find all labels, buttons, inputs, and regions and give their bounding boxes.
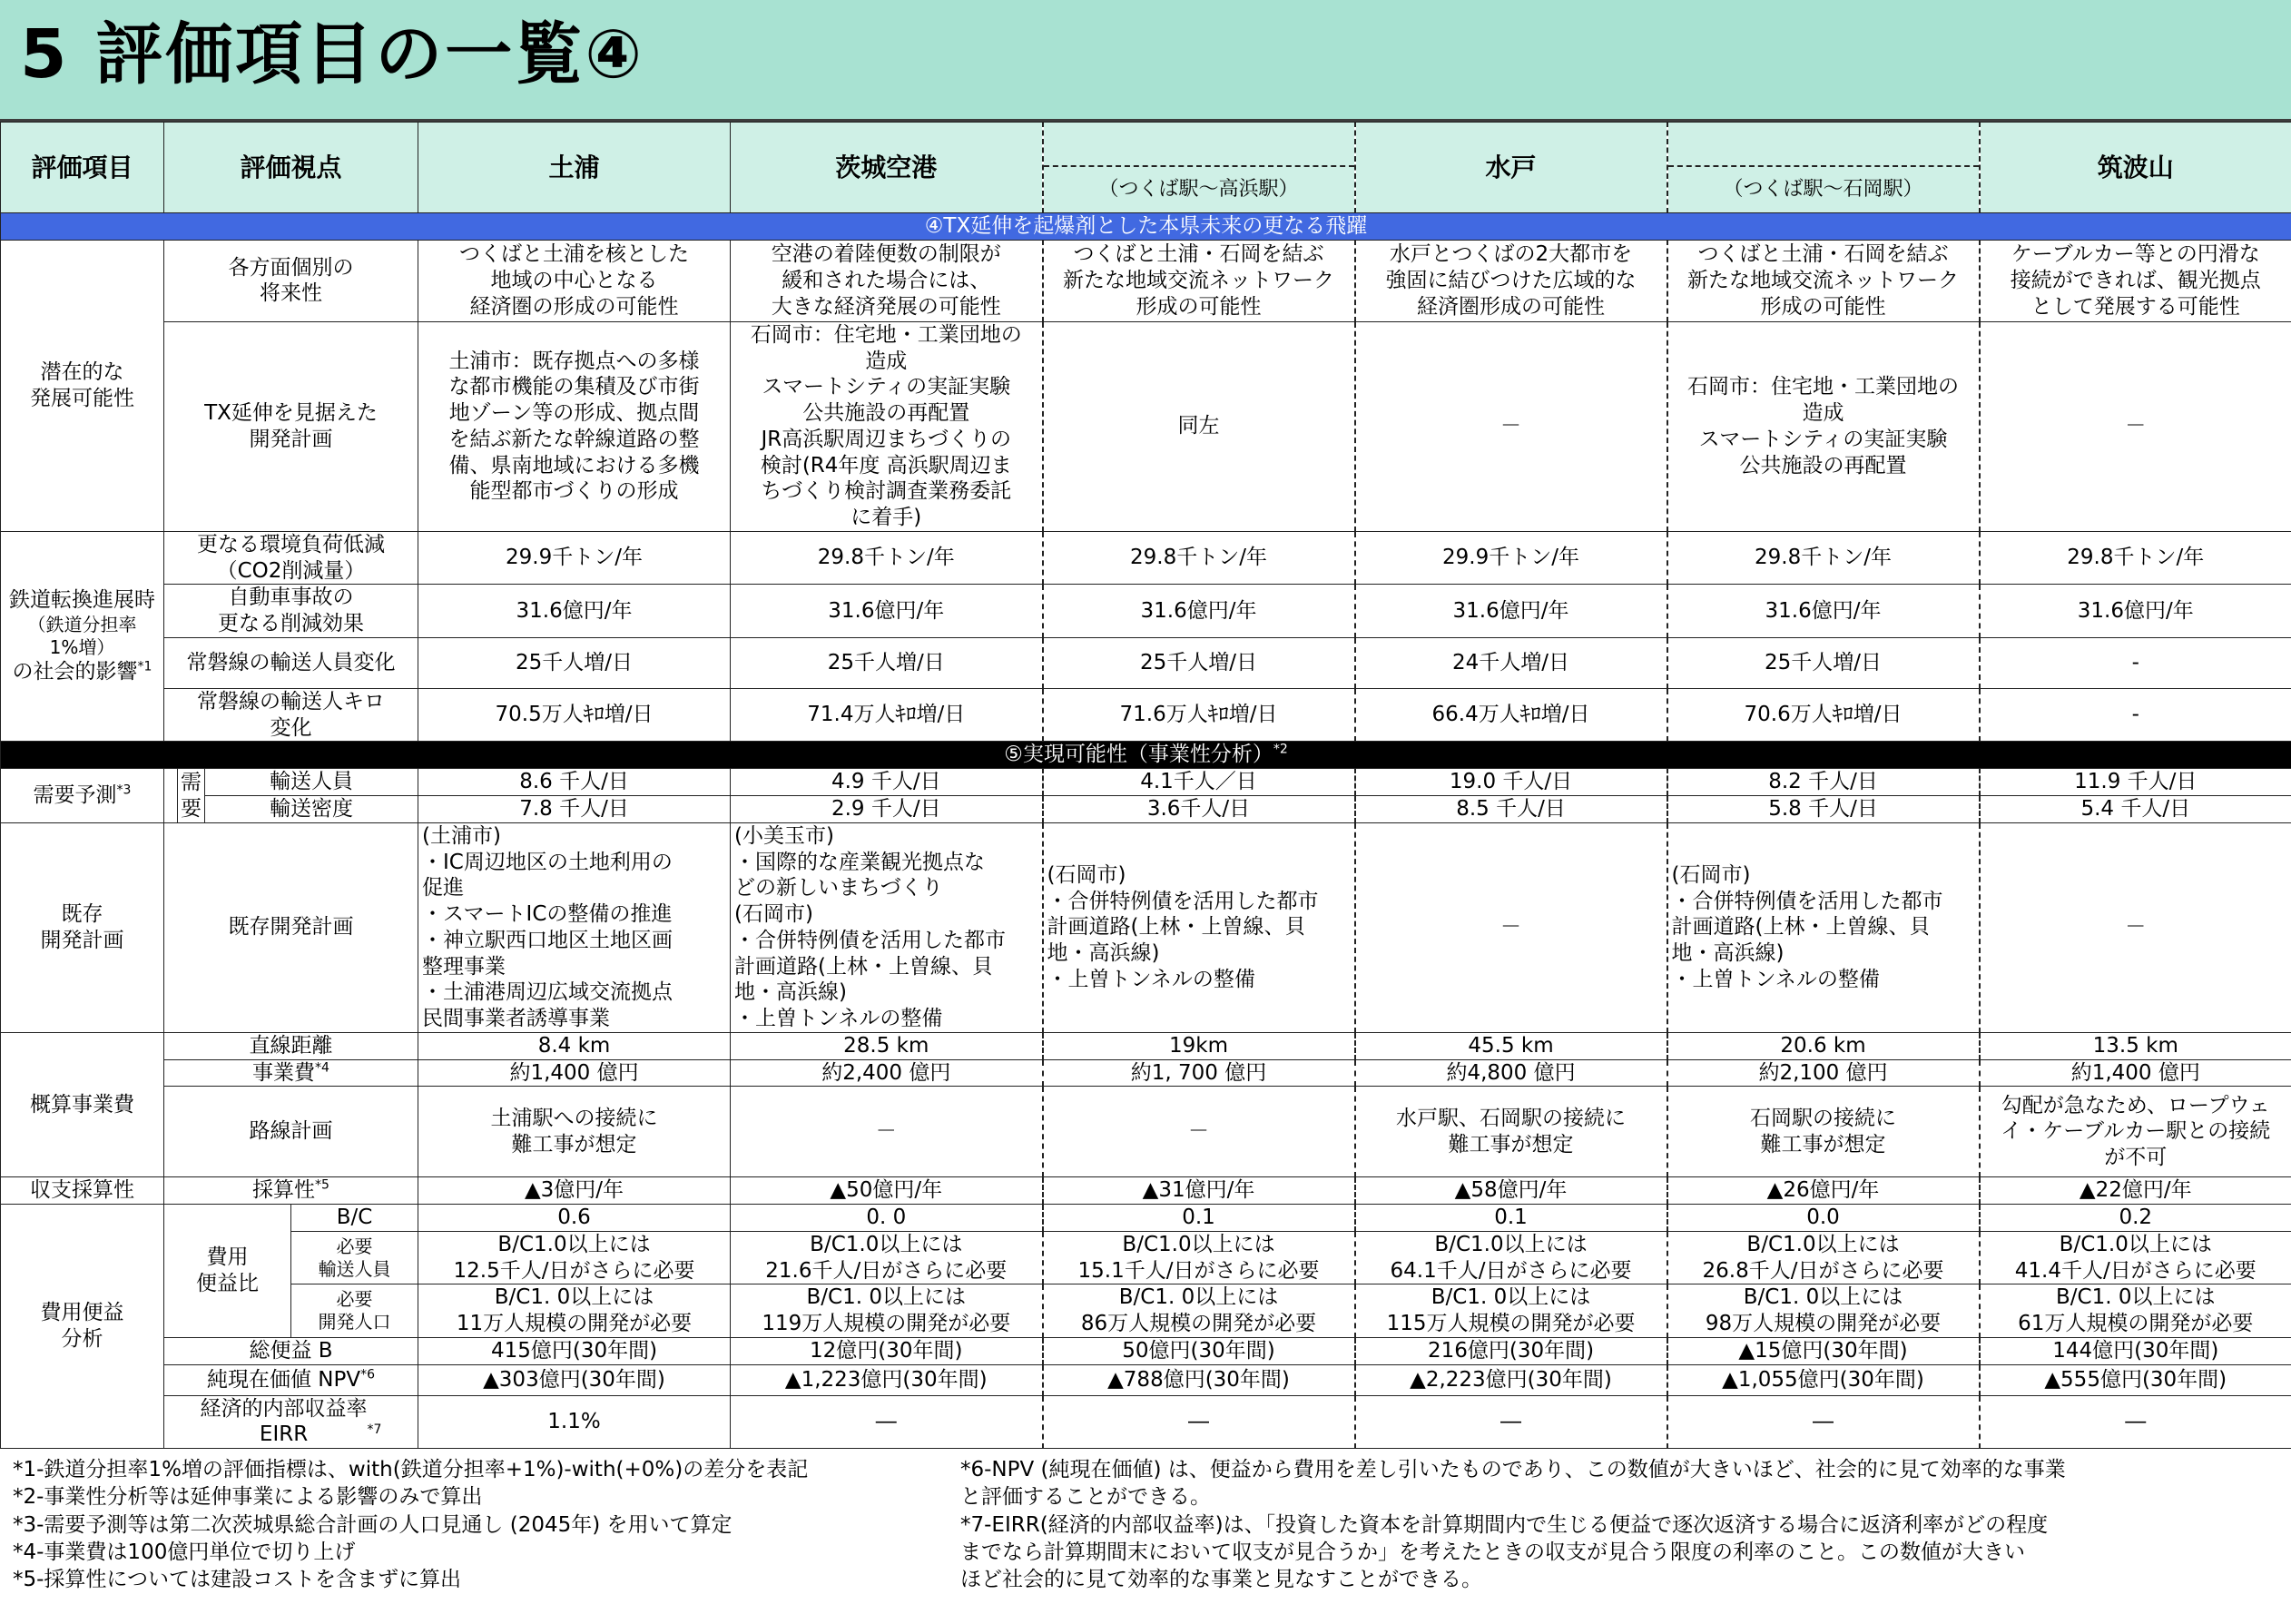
bc-r5-label-text: 純現在価値 NPV (206, 1367, 361, 1392)
table-cell: (石岡市) ・合併特例債を活用した都市 計画道路(上林・上曽線、貝 地・高浜線) ・上曽トンネルの整備 (1043, 822, 1355, 1032)
table-cell: 土浦市：既存拠点への多様 な都市機能の集積及び市街 地ゾーン等の形成、拠点間 を結ぶ新たな幹線道路の整 備、県南地域における多機 能型都市づくりの形成 (418, 321, 731, 531)
table-cell: ▲1,223億円(30年間) (731, 1364, 1043, 1395)
evaluation-table (0, 122, 2291, 1449)
table-cell: 約2,100 億円 (1667, 1059, 1980, 1087)
table-row (1, 531, 2291, 585)
table-cell: ― (1667, 1395, 1980, 1449)
table-cell: 29.9千トン/年 (418, 531, 731, 585)
table-cell: 石岡駅の接続に 難工事が想定 (1667, 1087, 1980, 1177)
table-cell: (石岡市) ・合併特例債を活用した都市 計画道路(上林・上曽線、貝 地・高浜線) ・上曽トンネルの整備 (1667, 822, 1980, 1032)
footnotes-left: *1-鉄道分担率1%増の評価指標は、with(鉄道分担率+1%)-with(+0%)の差分を表記 *2-事業性分析等は延伸事業による影響のみで算出 *3-需要予測等は第二次茨城県総合計画の人口見通し (2045年) を用いて算定 *4-事業費は100億円単位で切り上げ *5-採算性については建設コストを含まずに算出 (13, 1458, 809, 1592)
header-col-ibaraki-airport: 茨城空港 (731, 123, 1043, 213)
table-cell: － (1355, 822, 1667, 1032)
profit-r1-label (164, 1177, 418, 1205)
table-row (1, 1177, 2291, 1205)
table-cell: 71.4万人ｷﾛ増/日 (731, 688, 1043, 742)
table-row (1, 585, 2291, 638)
table-cell: 19.0 千人/日 (1355, 769, 1667, 796)
table-cell: 土浦駅への接続に 難工事が想定 (418, 1087, 731, 1177)
table-cell: 29.8千トン/年 (1980, 531, 2291, 585)
table-cell: 45.5 km (1355, 1032, 1667, 1059)
demand-label (1, 769, 164, 823)
table-row (1, 1205, 2291, 1232)
table-cell: 415億円(30年間) (418, 1337, 731, 1364)
profit-label: 収支採算性 (1, 1177, 164, 1205)
table-cell: つくばと土浦を核とした 地域の中心となる 経済圏の形成の可能性 (418, 240, 731, 321)
table-cell: つくばと土浦・石岡を結ぶ 新たな地域交流ネットワーク 形成の可能性 (1043, 240, 1355, 321)
potential-label: 潜在的な 発展可能性 (1, 240, 164, 531)
table-cell: ▲58億円/年 (1355, 1177, 1667, 1205)
section4-header (1, 213, 2291, 241)
demand-r2-label: 輸送密度 (205, 796, 418, 823)
table-cell: 石岡市：住宅地・工業団地の 造成 スマートシティの実証実験 公共施設の再配置 JR高浜駅周辺まちづくりの 検討(R4年度 高浜駅周辺ま ちづくり検討調査業務委託 に着手) (731, 321, 1043, 531)
table-row (1, 637, 2291, 688)
table-cell: 25千人増/日 (1043, 637, 1355, 688)
bc-r6-label-text: 経済的内部収益率 EIRR (200, 1396, 368, 1447)
table-cell: 7.8 千人/日 (418, 796, 731, 823)
profit-r1-label-text: 採算性 (252, 1178, 316, 1203)
existing-sublabel: 既存開発計画 (164, 822, 418, 1032)
potential-r1-label: 各方面個別の 将来性 (164, 240, 418, 321)
header-col-takahama (1043, 123, 1355, 213)
table-cell: ― (1980, 1395, 2291, 1449)
bc-r6-label (164, 1395, 418, 1449)
table-row (1, 1231, 2291, 1284)
table-cell: 11.9 千人/日 (1980, 769, 2291, 796)
table-cell: 31.6億円/年 (1043, 585, 1355, 638)
table-cell: ▲50億円/年 (731, 1177, 1043, 1205)
rail-label-2: の社会的影響 (12, 660, 138, 684)
table-cell: 勾配が急なため、ロープウェ イ・ケーブルカー駅との接続 が不可 (1980, 1087, 2291, 1177)
table-cell: ▲22億円/年 (1980, 1177, 2291, 1205)
table-cell: 約1, 700 億円 (1043, 1059, 1355, 1087)
table-cell: B/C1.0以上には 21.6千人/日がさらに必要 (731, 1231, 1043, 1284)
table-cell: 2.9 千人/日 (731, 796, 1043, 823)
cost-r1-label: 直線距離 (164, 1032, 418, 1059)
table-row (1, 1032, 2291, 1059)
table-row (1, 822, 2291, 1032)
table-cell: 66.4万人ｷﾛ増/日 (1355, 688, 1667, 742)
table-cell: 8.2 千人/日 (1667, 769, 1980, 796)
table-cell: 4.1千人／日 (1043, 769, 1355, 796)
table-cell: 31.6億円/年 (418, 585, 731, 638)
rail-r4-label: 常磐線の輸送人キロ 変化 (164, 688, 418, 742)
table-row (1, 1087, 2291, 1177)
demand-note: *3 (116, 782, 132, 798)
table-cell: 0.0 (1667, 1205, 1980, 1232)
bc-r2-label: 必要 輸送人員 (291, 1231, 418, 1284)
table-cell: 31.6億円/年 (1980, 585, 2291, 638)
header-col-tsukubasan: 筑波山 (1980, 123, 2291, 213)
rail-label-sub: （鉄道分担率 1%増） (27, 614, 137, 658)
bc-r4-label: 総便益 B (164, 1337, 418, 1364)
table-row (1, 769, 2291, 796)
table-cell: 144億円(30年間) (1980, 1337, 2291, 1364)
potential-r2-label: TX延伸を見据えた 開発計画 (164, 321, 418, 531)
table-cell: 8.5 千人/日 (1355, 796, 1667, 823)
section5-title (1, 742, 2291, 769)
header-col-takahama-label: （つくば駅～高浜駅） (1044, 165, 1354, 212)
bc-r6-note: *7 (367, 1422, 382, 1437)
table-cell: B/C1. 0以上には 61万人規模の開発が必要 (1980, 1284, 2291, 1338)
table-cell: B/C1.0以上には 41.4千人/日がさらに必要 (1980, 1231, 2291, 1284)
table-cell: - (1980, 637, 2291, 688)
profit-r1-note: *5 (315, 1177, 329, 1193)
table-cell: 8.6 千人/日 (418, 769, 731, 796)
table-cell: B/C1.0以上には 26.8千人/日がさらに必要 (1667, 1231, 1980, 1284)
table-cell: ▲15億円(30年間) (1667, 1337, 1980, 1364)
table-cell: ▲31億円/年 (1043, 1177, 1355, 1205)
table-cell: B/C1.0以上には 12.5千人/日がさらに必要 (418, 1231, 731, 1284)
table-cell: ▲3億円/年 (418, 1177, 731, 1205)
bc-r1-label: B/C (291, 1205, 418, 1232)
table-cell: B/C1. 0以上には 98万人規模の開発が必要 (1667, 1284, 1980, 1338)
table-cell: 70.5万人ｷﾛ増/日 (418, 688, 731, 742)
demand-spacer (164, 769, 178, 823)
table-cell: 0.6 (418, 1205, 731, 1232)
table-cell: B/C1. 0以上には 119万人規模の開発が必要 (731, 1284, 1043, 1338)
section5-header (1, 742, 2291, 769)
table-cell: － (731, 1087, 1043, 1177)
bc-r5-label (164, 1364, 418, 1395)
table-cell: ― (1043, 1395, 1355, 1449)
table-cell: 1.1% (418, 1395, 731, 1449)
table-cell: B/C1. 0以上には 86万人規模の開発が必要 (1043, 1284, 1355, 1338)
table-cell: 29.8千トン/年 (1667, 531, 1980, 585)
table-cell: 8.4 km (418, 1032, 731, 1059)
bc-ratio-label: 費用 便益比 (164, 1205, 291, 1338)
table-cell: 50億円(30年間) (1043, 1337, 1355, 1364)
table-cell: 25千人増/日 (731, 637, 1043, 688)
table-cell: 12億円(30年間) (731, 1337, 1043, 1364)
table-cell: ― (1355, 1395, 1667, 1449)
table-cell: 石岡市：住宅地・工業団地の 造成 スマートシティの実証実験 公共施設の再配置 (1667, 321, 1980, 531)
section5-note: *2 (1273, 742, 1288, 757)
header-row (1, 123, 2291, 213)
table-cell: (小美玉市) ・国際的な産業観光拠点な どの新しいまちづくり (石岡市) ・合併特例債を活用した都市 計画道路(上林・上曽線、貝 地・高浜線) ・上曽トンネルの整備 (731, 822, 1043, 1032)
cost-r2-label-text: 事業費 (252, 1060, 316, 1085)
table-cell: 29.8千トン/年 (1043, 531, 1355, 585)
table-cell: 29.9千トン/年 (1355, 531, 1667, 585)
table-row (1, 1395, 2291, 1449)
table-cell: ▲1,055億円(30年間) (1667, 1364, 1980, 1395)
rail-note: *1 (137, 659, 152, 674)
table-cell: ― (731, 1395, 1043, 1449)
table-cell: ▲555億円(30年間) (1980, 1364, 2291, 1395)
table-cell: ケーブルカー等との円滑な 接続ができれば、観光拠点 として発展する可能性 (1980, 240, 2291, 321)
table-cell: 25千人増/日 (1667, 637, 1980, 688)
table-cell: B/C1.0以上には 15.1千人/日がさらに必要 (1043, 1231, 1355, 1284)
table-cell: 約1,400 億円 (418, 1059, 731, 1087)
header-col-ishioka (1667, 123, 1980, 213)
title-bar (0, 0, 2291, 122)
table-row (1, 1364, 2291, 1395)
table-row (1, 321, 2291, 531)
rail-r2-label: 自動車事故の 更なる削減効果 (164, 585, 418, 638)
cost-label: 概算事業費 (1, 1032, 164, 1177)
table-cell: 216億円(30年間) (1355, 1337, 1667, 1364)
cost-r3-label: 路線計画 (164, 1087, 418, 1177)
table-cell: 3.6千人/日 (1043, 796, 1355, 823)
cost-r2-note: *4 (315, 1059, 329, 1075)
table-row (1, 1337, 2291, 1364)
table-cell: B/C1.0以上には 64.1千人/日がさらに必要 (1355, 1231, 1667, 1284)
table-cell: 31.6億円/年 (1355, 585, 1667, 638)
table-cell: ▲2,223億円(30年間) (1355, 1364, 1667, 1395)
bc-label: 費用便益 分析 (1, 1205, 164, 1449)
table-cell: ▲788億円(30年間) (1043, 1364, 1355, 1395)
table-row (1, 688, 2291, 742)
table-cell: 13.5 km (1980, 1032, 2291, 1059)
section5-title-text: ⑤実現可能性（事業性分析） (1004, 743, 1273, 767)
table-cell: - (1980, 688, 2291, 742)
table-cell: 4.9 千人/日 (731, 769, 1043, 796)
table-cell: 31.6億円/年 (731, 585, 1043, 638)
rail-label-main: 鉄道転換進展時 (9, 588, 155, 613)
table-cell: 約2,400 億円 (731, 1059, 1043, 1087)
rail-r1-label: 更なる環境負荷低減 （CO2削減量） (164, 531, 418, 585)
footnotes-right: *6-NPV (純現在価値) は、便益から費用を差し引いたものであり、この数値が大きいほど、社会的に見て効率的な事業 と評価することができる。 *7-EIRR(経済的内部収益率)は、「投資した資本を計算期間内で生じる便益で逐次返済する場合に返済利率がどの程度 までなら計算期間末において収支が見合うか」を考えたときの収支が見合う限度の利率のこと。この数値が大きい ほど社会的に見て効率的な事業と見なすことができる。 (960, 1458, 2066, 1592)
page-title: 5 評価項目の一覧④ (20, 15, 644, 94)
table-cell: 5.8 千人/日 (1667, 796, 1980, 823)
table-cell: 29.8千トン/年 (731, 531, 1043, 585)
table-cell: B/C1. 0以上には 11万人規模の開発が必要 (418, 1284, 731, 1338)
table-cell: つくばと土浦・石岡を結ぶ 新たな地域交流ネットワーク 形成の可能性 (1667, 240, 1980, 321)
table-cell: 水戸駅、石岡駅の接続に 難工事が想定 (1355, 1087, 1667, 1177)
table-cell: 水戸とつくばの2大都市を 強固に結びつけた広域的な 経済圏形成の可能性 (1355, 240, 1667, 321)
rail-label (1, 531, 164, 742)
header-col-tsuchiura: 土浦 (418, 123, 731, 213)
table-cell: 0.2 (1980, 1205, 2291, 1232)
table-cell: ▲303億円(30年間) (418, 1364, 731, 1395)
table-cell: ▲26億円/年 (1667, 1177, 1980, 1205)
bc-r5-note: *6 (360, 1366, 376, 1382)
table-cell: 空港の着陸便数の制限が 緩和された場合には、 大きな経済発展の可能性 (731, 240, 1043, 321)
table-cell: 28.5 km (731, 1032, 1043, 1059)
demand-mid-label: 需 要 (178, 769, 205, 823)
header-col-mito: 水戸 (1355, 123, 1667, 213)
table-row (1, 240, 2291, 321)
table-cell: 71.6万人ｷﾛ増/日 (1043, 688, 1355, 742)
table-cell: 約1,400 億円 (1980, 1059, 2291, 1087)
table-cell: 24千人増/日 (1355, 637, 1667, 688)
header-viewpoint: 評価視点 (164, 123, 418, 213)
table-cell: － (1980, 822, 2291, 1032)
table-cell: － (1355, 321, 1667, 531)
demand-label-text: 需要予測 (33, 783, 117, 808)
header-col-ishioka-label: （つくば駅～石岡駅） (1668, 165, 1979, 212)
table-cell: 0.1 (1355, 1205, 1667, 1232)
table-row (1, 796, 2291, 823)
rail-r3-label: 常磐線の輸送人員変化 (164, 637, 418, 688)
table-cell: 19km (1043, 1032, 1355, 1059)
table-cell: 0. 0 (731, 1205, 1043, 1232)
existing-label: 既存 開発計画 (1, 822, 164, 1032)
table-cell: 約4,800 億円 (1355, 1059, 1667, 1087)
table-row (1, 1284, 2291, 1338)
table-cell: (土浦市) ・IC周辺地区の土地利用の 促進 ・スマートICの整備の推進 ・神立駅西口地区土地区画 整理事業 ・土浦港周辺広域交流拠点 民間事業者誘導事業 (418, 822, 731, 1032)
table-cell: 31.6億円/年 (1667, 585, 1980, 638)
table-cell: 同左 (1043, 321, 1355, 531)
table-cell: 0.1 (1043, 1205, 1355, 1232)
table-cell: B/C1. 0以上には 115万人規模の開発が必要 (1355, 1284, 1667, 1338)
table-cell: － (1043, 1087, 1355, 1177)
table-cell: 5.4 千人/日 (1980, 796, 2291, 823)
demand-r1-label: 輸送人員 (205, 769, 418, 796)
bc-r3-label: 必要 開発人口 (291, 1284, 418, 1338)
table-cell: 25千人増/日 (418, 637, 731, 688)
header-item: 評価項目 (1, 123, 164, 213)
table-cell: 70.6万人ｷﾛ増/日 (1667, 688, 1980, 742)
cost-r2-label (164, 1059, 418, 1087)
table-row (1, 1059, 2291, 1087)
section4-title: ④TX延伸を起爆剤とした本県未来の更なる飛躍 (1, 213, 2291, 241)
table-cell: 20.6 km (1667, 1032, 1980, 1059)
table-cell: － (1980, 321, 2291, 531)
